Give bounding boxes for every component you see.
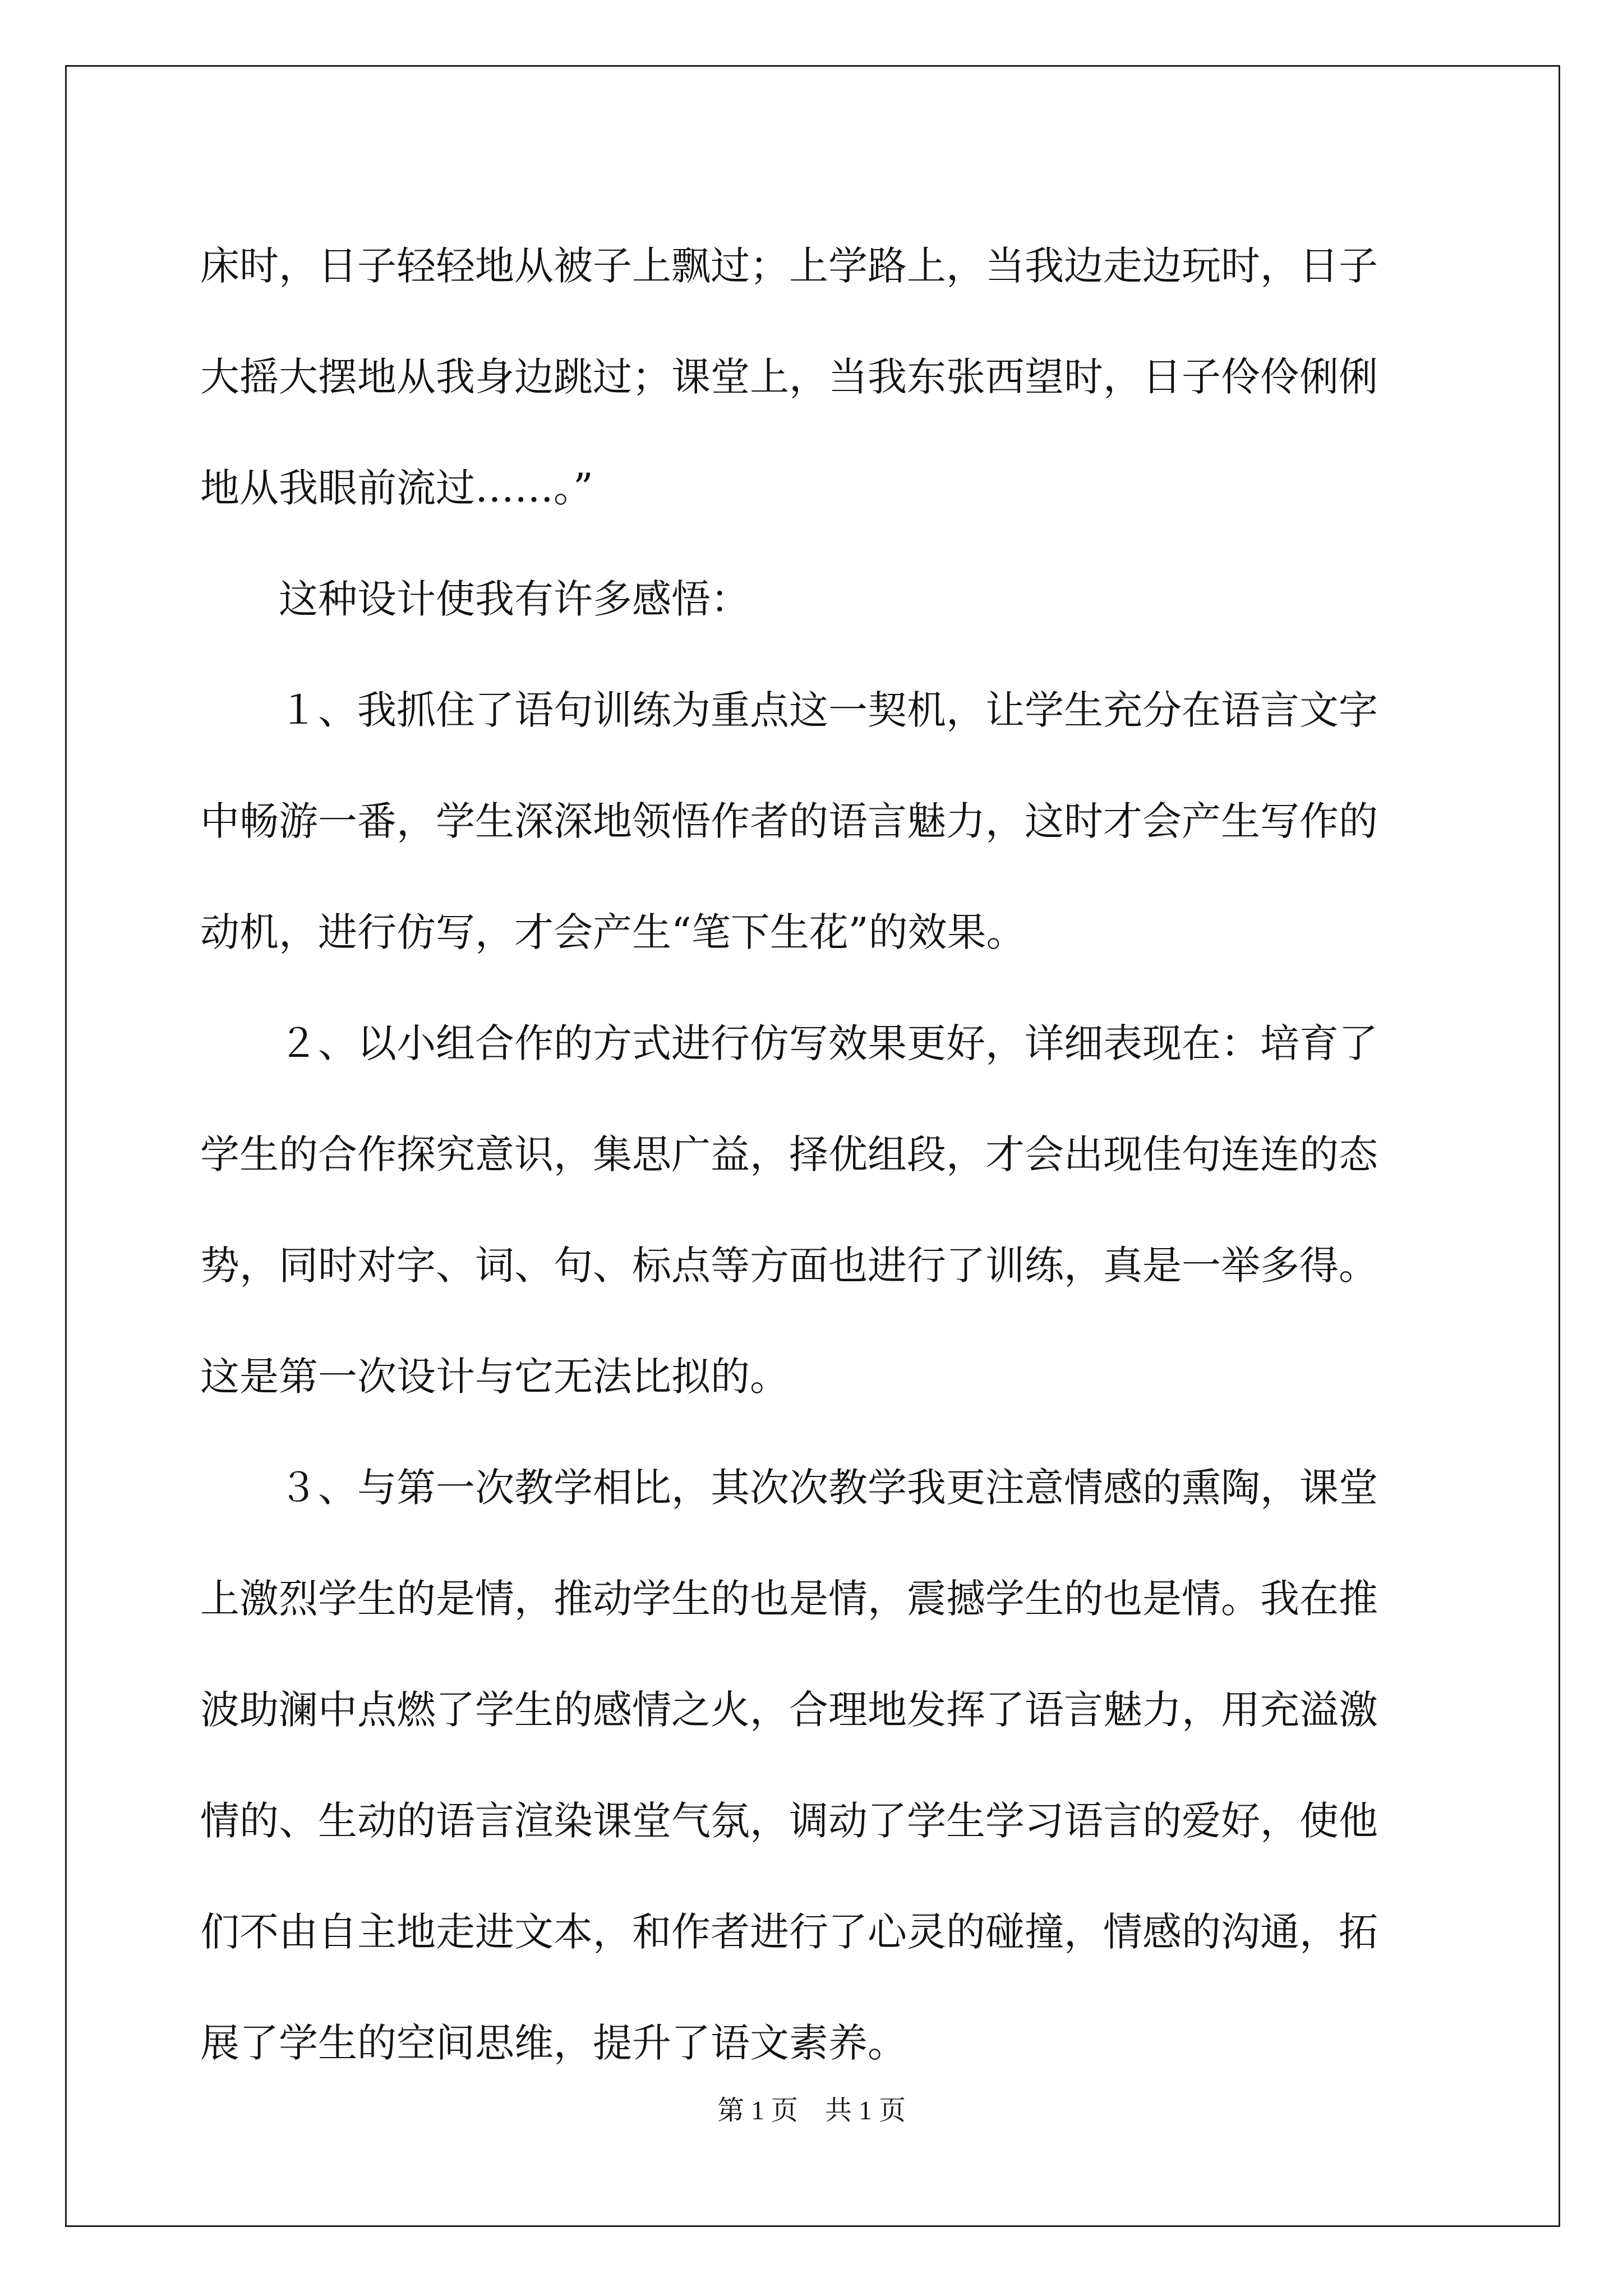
text-line: 中畅游一番，学生深深地领悟作者的语言魅力，这时才会产生写作的 <box>200 798 1378 844</box>
text-line: 们不由自主地走进文本，和作者进行了心灵的碰撞，情感的沟通，拓 <box>200 1909 1378 1955</box>
text-line: 上激烈学生的是情，推动学生的也是情，震撼学生的也是情。我在推 <box>200 1576 1378 1622</box>
text-line: 地从我眼前流过……。” <box>200 465 593 511</box>
page-number-footer: 第 1 页 共 1 页 <box>717 2096 906 2125</box>
text-line: 学生的合作探究意识，集思广益，择优组段，才会出现佳句连连的态 <box>200 1131 1378 1177</box>
text-line: 展了学生的空间思维，提升了语文素养。 <box>200 2020 907 2066</box>
paragraph-start-line: ２、以小组合作的方式进行仿写效果更好，详细表现在：培育了 <box>279 1020 1378 1066</box>
text-line: 情的、生动的语言渲染课堂气氛，调动了学生学习语言的爱好，使他 <box>200 1798 1378 1844</box>
text-line: 势，同时对字、词、句、标点等方面也进行了训练，真是一举多得。 <box>200 1243 1378 1289</box>
document-body <box>200 210 1428 2099</box>
text-line: 波助澜中点燃了学生的感情之火，合理地发挥了语言魅力，用充溢激 <box>200 1687 1378 1733</box>
text-line: 动机，进行仿写，才会产生“笔下生花”的效果。 <box>200 909 1026 955</box>
text-line: 大摇大摆地从我身边跳过；课堂上，当我东张西望时，日子伶伶俐俐 <box>200 354 1378 400</box>
paragraph-start-line: 这种设计使我有许多感悟： <box>279 576 750 622</box>
text-line: 这是第一次设计与它无法比拟的。 <box>200 1354 789 1400</box>
text-line: 床时，日子轻轻地从被子上飘过；上学路上，当我边走边玩时，日子 <box>200 243 1378 289</box>
paragraph-start-line: １、我抓住了语句训练为重点这一契机，让学生充分在语言文字 <box>279 687 1378 733</box>
paragraph-start-line: ３、与第一次教学相比，其次次教学我更注意情感的熏陶，课堂 <box>279 1465 1378 1511</box>
